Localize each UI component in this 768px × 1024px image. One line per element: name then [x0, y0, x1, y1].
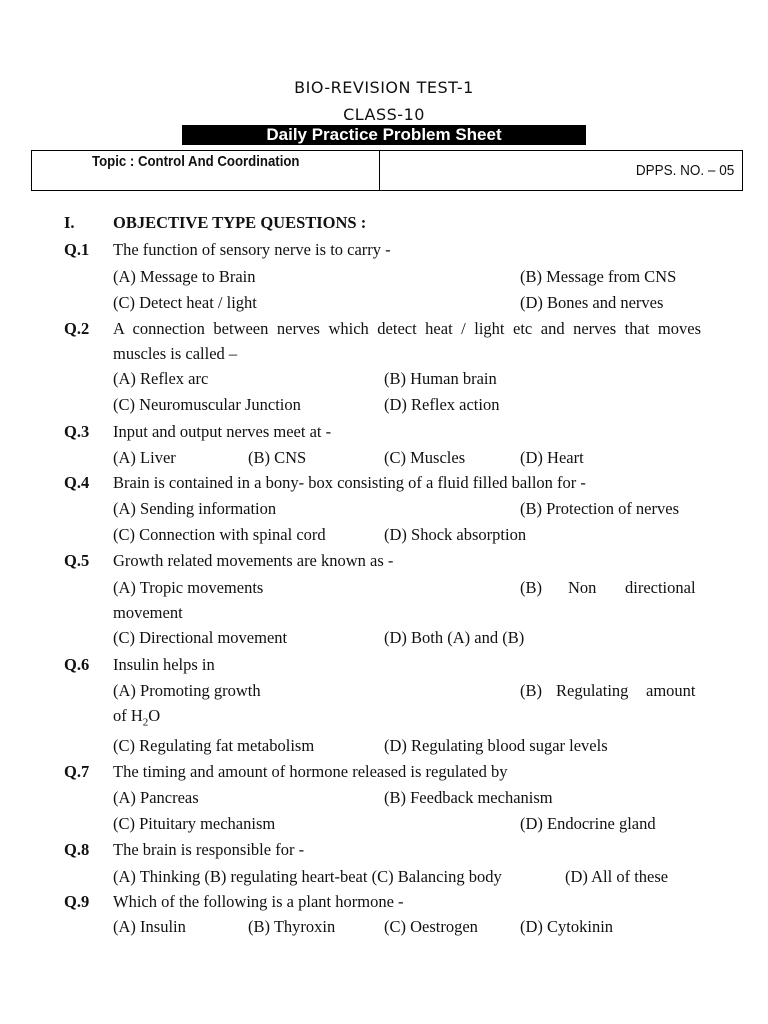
option-b-word2: amount: [646, 681, 696, 700]
option-c: (C) Regulating fat metabolism: [113, 736, 315, 755]
option-b: (B) Feedback mechanism: [384, 788, 553, 807]
option-c: (C) Neuromuscular Junction: [113, 395, 301, 414]
question-number: Q.7: [64, 762, 90, 781]
option-d: (D) Regulating blood sugar levels: [384, 736, 608, 755]
question-number: Q.9: [64, 892, 90, 911]
question-number: Q.2: [64, 319, 90, 338]
option-d: (D) Bones and nerves: [520, 293, 664, 312]
option-b: (B) Message from CNS: [520, 267, 677, 286]
option-b: (B) Protection of nerves: [520, 499, 679, 518]
option-a: (A) Sending information: [113, 499, 277, 518]
option-d: (D) Shock absorption: [384, 525, 527, 544]
question-text: Input and output nerves meet at -: [113, 422, 332, 441]
option-d: (D) Cytokinin: [520, 917, 614, 936]
option-a: (A) Message to Brain: [113, 267, 256, 286]
question-text: Growth related movements are known as -: [113, 551, 394, 570]
option-a: (A) Reflex arc: [113, 369, 209, 388]
option-c: (C) Muscles: [384, 448, 466, 467]
option-c: (C) Pituitary mechanism: [113, 814, 276, 833]
option-a: (A) Pancreas: [113, 788, 199, 807]
section-number: I.: [64, 213, 75, 232]
question-number: Q.6: [64, 655, 90, 674]
option-b-continuation: [113, 706, 160, 728]
option-b: (B) Human brain: [384, 369, 497, 388]
option-b-word1: Non: [568, 578, 597, 597]
option-b: (B) Thyroxin: [248, 917, 336, 936]
option-c: (C) Detect heat / light: [113, 293, 257, 312]
question-number: Q.1: [64, 240, 90, 259]
topic-box-divider: [379, 151, 380, 190]
question-text: The function of sensory nerve is to carry -: [113, 240, 391, 259]
option-c: (C) Directional movement: [113, 628, 288, 647]
option-d: (D) Reflex action: [384, 395, 500, 414]
question-number: Q.4: [64, 473, 90, 492]
class-label: CLASS-10: [343, 105, 425, 124]
question-text: The timing and amount of hormone released is regulated by: [113, 762, 508, 781]
option-c: (C) Connection with spinal cord: [113, 525, 326, 544]
option-b-word1: Regulating: [556, 681, 629, 700]
question-number: Q.8: [64, 840, 90, 859]
option-a: (A) Tropic movements: [113, 578, 264, 597]
section-title: OBJECTIVE TYPE QUESTIONS :: [113, 213, 367, 232]
question-number: Q.5: [64, 551, 90, 570]
question-text: Insulin helps in: [113, 655, 215, 674]
formula-suffix: O: [148, 706, 161, 725]
option-b: (B) CNS: [248, 448, 307, 467]
option-a: (A) Liver: [113, 448, 176, 467]
question-number: Q.3: [64, 422, 90, 441]
option-d: (D) All of these: [565, 867, 669, 886]
formula-subscript: 2: [142, 716, 149, 729]
topic-box: [31, 150, 743, 191]
option-d: (D) Heart: [520, 448, 584, 467]
dpp-banner: Daily Practice Problem Sheet: [182, 125, 586, 145]
option-b-label: (B): [520, 578, 542, 597]
test-title: BIO-REVISION TEST-1: [294, 78, 474, 97]
option-c: (C) Oestrogen: [384, 917, 478, 936]
option-d: (D) Both (A) and (B): [384, 628, 525, 647]
option-a: (A) Insulin: [113, 917, 186, 936]
question-text: Brain is contained in a bony- box consisting of a fluid filled ballon for -: [113, 473, 586, 492]
option-d: (D) Endocrine gland: [520, 814, 656, 833]
formula-prefix: of H: [113, 706, 143, 725]
topic-label: Topic : Control And Coordination: [92, 153, 300, 170]
question-text-line2: muscles is called –: [113, 344, 238, 363]
options-line: (A) Thinking (B) regulating heart-beat (C) Balancing body: [113, 867, 502, 886]
option-b-label: (B): [520, 681, 542, 700]
question-text: Which of the following is a plant hormone -: [113, 892, 404, 911]
dpp-number: DPPS. NO. – 05: [635, 162, 734, 179]
option-a: (A) Promoting growth: [113, 681, 261, 700]
option-b-word2: directional: [625, 578, 696, 597]
option-b-continuation: movement: [113, 603, 183, 622]
question-text-line1: A connection between nerves which detect heat / light etc and nerves that moves: [113, 319, 701, 338]
question-text: The brain is responsible for -: [113, 840, 305, 859]
